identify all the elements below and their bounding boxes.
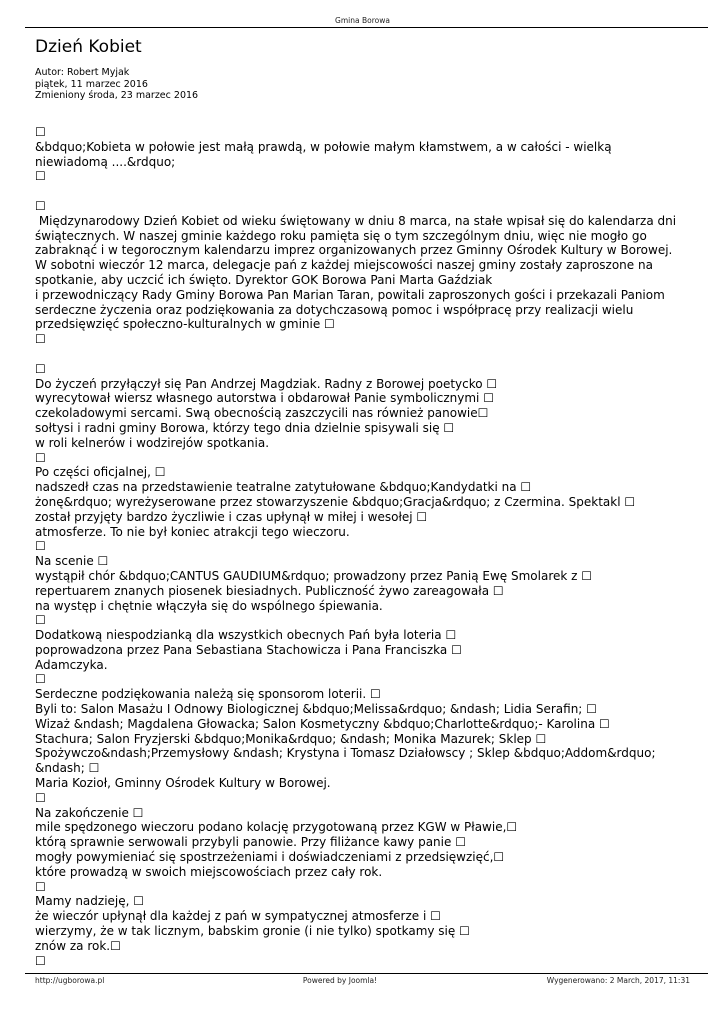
body-line: ☐ bbox=[35, 672, 46, 687]
body-line: został przyjęty bardzo życzliwie i czas upłynął w miłej i wesołej ☐ bbox=[35, 509, 428, 524]
body-line: żonę&rdquo; wyreżyserowane przez stowarzyszenie &bdquo;Gracja&rdquo; z Czermina. Spektakl ☐ bbox=[35, 494, 636, 509]
body-line: Do życzeń przyłączył się Pan Andrzej Magdziak. Radny z Borowej poetycko ☐ bbox=[35, 376, 498, 391]
body-line: Mamy nadzieję, ☐ bbox=[35, 894, 145, 909]
paragraph-gap bbox=[35, 347, 685, 362]
body-line: mile spędzonego wieczoru podano kolację przygotowaną przez KGW w Pławie,☐ bbox=[35, 820, 518, 835]
article-meta bbox=[35, 67, 198, 102]
body-line: ☐ bbox=[35, 125, 46, 139]
body-line: w roli kelnerów i wodzirejów spotkania. bbox=[35, 435, 270, 450]
body-line: ☐ bbox=[35, 169, 46, 184]
body-line: nadszedł czas na przedstawienie teatralne zatytułowane &bdquo;Kandydatki na ☐ bbox=[35, 480, 532, 495]
body-line: repertuarem znanych piosenek biesiadnych. Publiczność żywo zareagowała ☐ bbox=[35, 583, 504, 598]
body-line: &bdquo;Kobieta w połowie jest małą prawdą, w połowie małym kłamstwem, a w całości - wielką niewiadomą ....&rdquo; bbox=[35, 139, 616, 169]
body-line: Spożywczo&ndash;Przemysłowy &ndash; Krystyna i Tomasz Działowscy ; Sklep &bdquo;Addom&rdquo; bbox=[35, 746, 656, 761]
body-line: &ndash; ☐ bbox=[35, 761, 100, 776]
footer-divider bbox=[25, 973, 708, 974]
body-line: Adamczyka. bbox=[35, 657, 108, 672]
body-line: Byli to: Salon Masażu I Odnowy Biologicznej &bdquo;Melissa&rdquo; &ndash; Lidia Serafin; ☐ bbox=[35, 702, 597, 717]
article-date: piątek, 11 marzec 2016 bbox=[35, 78, 148, 90]
article-body bbox=[35, 125, 685, 968]
body-line: na występ i chętnie włączyła się do wspólnego śpiewania. bbox=[35, 598, 383, 613]
body-line: ☐ bbox=[35, 953, 46, 968]
body-line: mogły powymieniać się spostrzeżeniami i doświadczeniami z przedsięwzięć,☐ bbox=[35, 850, 505, 865]
footer-powered-by: Powered by Joomla! bbox=[302, 976, 378, 985]
body-line: poprowadzona przez Pana Sebastiana Stachowicza i Pana Franciszka ☐ bbox=[35, 642, 462, 657]
page-footer bbox=[35, 976, 690, 986]
body-line: wyrecytował wiersz własnego autorstwa i obdarował Panie symbolicznymi ☐ bbox=[35, 391, 494, 406]
body-line: ☐ bbox=[35, 879, 46, 894]
body-line: Na scenie ☐ bbox=[35, 554, 109, 569]
body-line: Po części oficjalnej, ☐ bbox=[35, 465, 166, 480]
article-modified: Zmieniony środa, 23 marzec 2016 bbox=[35, 90, 199, 101]
body-line: atmosferze. To nie był koniec atrakcji tego wieczoru. bbox=[35, 524, 350, 539]
body-line: ☐ bbox=[35, 361, 46, 376]
body-line: że wieczór upłynął dla każdej z pań w sympatycznej atmosferze i ☐ bbox=[35, 909, 441, 924]
body-line: ☐ bbox=[35, 613, 46, 628]
body-line: Wizaż &ndash; Magdalena Głowacka; Salon Kosmetyczny &bdquo;Charlotte&rdquo;- Karolina ☐ bbox=[35, 716, 610, 731]
body-line: Maria Kozioł, Gminny Ośrodek Kultury w Borowej. bbox=[35, 776, 331, 791]
header-divider bbox=[25, 27, 708, 28]
body-line: Stachura; Salon Fryzjerski &bdquo;Monika&rdquo; &ndash; Monika Mazurek; Sklep ☐ bbox=[35, 731, 547, 746]
body-line: ☐ bbox=[35, 539, 46, 554]
footer-generated: Wygenerowano: 2 March, 2017, 11:31 bbox=[546, 976, 690, 985]
body-line: Na zakończenie ☐ bbox=[35, 805, 144, 820]
body-line: którą sprawnie serwowali przybyli panowie. Przy filiżance kawy panie ☐ bbox=[35, 835, 466, 850]
body-line: i przewodniczący Rady Gminy Borowa Pan Marian Taran, powitali zaproszonych gości i przekazali Paniom serdeczne życzenia oraz podziękowania za dotychczasową pomoc i współpracę przy realizacji wielu przedsięwzięć społeczno-kulturalnych w gminie ☐ bbox=[35, 287, 669, 332]
body-line: ☐ bbox=[35, 450, 46, 465]
body-line: wystąpił chór &bdquo;CANTUS GAUDIUM&rdquo; prowadzony przez Panią Ewę Smolarek z ☐ bbox=[35, 568, 593, 583]
body-line: ☐ bbox=[35, 332, 46, 347]
body-line: Międzynarodowy Dzień Kobiet od wieku świętowany w dniu 8 marca, na stałe wpisał się do kalendarza dni świątecznych. W naszej gminie każdego roku pamięta się o tym szczególnym dniu, więc nie mogło go zabraknąć i w tegorocznym kalendarzu imprez organizowanych przez Gminny Ośrodek Kultury w Borowej. W sobotni wieczór 12 marca, delegacje pań z każdej miejscowości naszej gminy zostały zaproszone na spotkanie, aby uczcić ich święto. Dyrektor GOK Borowa Pani Marta Gaździak bbox=[35, 213, 680, 287]
article-title: Dzień Kobiet bbox=[35, 37, 142, 57]
body-line: znów za rok.☐ bbox=[35, 938, 121, 953]
body-line: czekoladowymi sercami. Swą obecnością zaszczycili nas również panowie☐ bbox=[35, 406, 489, 421]
body-line: ☐ bbox=[35, 198, 46, 213]
body-line: ☐ bbox=[35, 790, 46, 805]
paragraph-gap bbox=[35, 184, 685, 199]
body-line: Dodatkową niespodzianką dla wszystkich obecnych Pań była loteria ☐ bbox=[35, 628, 457, 643]
page-header: Gmina Borowa bbox=[335, 16, 390, 25]
body-line: które prowadzą w swoich miejscowościach przez cały rok. bbox=[35, 864, 383, 879]
article-author: Autor: Robert Myjak bbox=[35, 67, 130, 78]
body-line: Serdeczne podziękowania należą się sponsorom loterii. ☐ bbox=[35, 687, 381, 702]
body-line: wierzymy, że w tak licznym, babskim gronie (i nie tylko) spotkamy się ☐ bbox=[35, 924, 470, 939]
footer-url: http://ugborowa.pl bbox=[35, 976, 105, 985]
body-line: sołtysi i radni gminy Borowa, którzy tego dnia dzielnie spisywali się ☐ bbox=[35, 420, 455, 435]
